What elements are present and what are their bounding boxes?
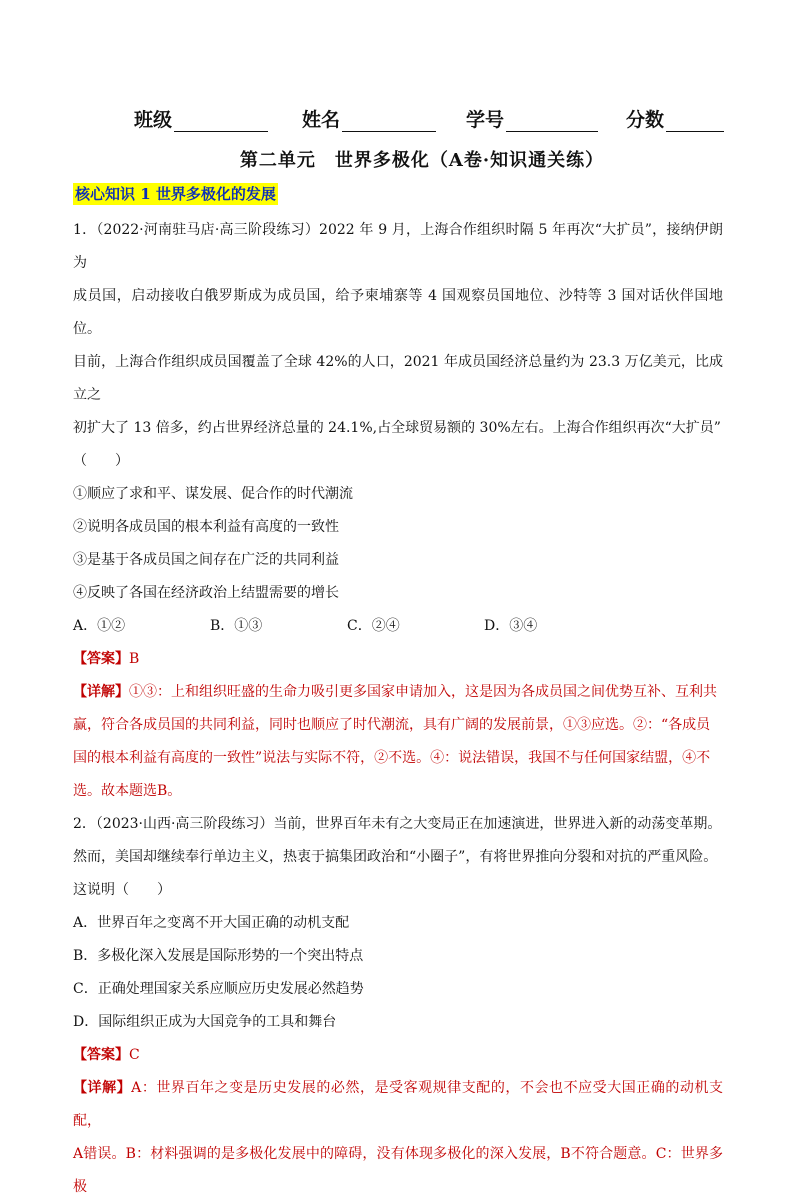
student-info-row: [134, 104, 724, 132]
name-field: [302, 105, 436, 132]
class-field: [134, 105, 268, 132]
q1-options: [73, 610, 723, 643]
answer-value: C: [129, 1047, 140, 1063]
detail-label: 【详解】: [73, 1080, 132, 1096]
q2-answer: [73, 1039, 723, 1072]
q2-stem-line: 这说明（ ）: [73, 882, 171, 898]
answer-label: 【答案】: [73, 651, 129, 667]
detail-label: 【详解】: [73, 684, 129, 700]
q1-detail-line: 赢，符合各成员国的共同利益，同时也顺应了时代潮流，具有广阔的发展前景，①③应选。②：“各成员: [73, 717, 711, 733]
q1-option-d: D．③④: [484, 618, 538, 634]
question-1: [73, 214, 723, 808]
q2-detail-line: A错误。B：材料强调的是多极化发展中的障碍，没有体现多极化的深入发展，B不符合题意。C：世界多极: [73, 1146, 723, 1195]
q1-detail-line: [73, 676, 723, 709]
detail-text: A：世界百年之变是历史发展的必然，是受客观规律支配的，不会也不应受大国正确的动机支配，: [73, 1080, 723, 1129]
q1-detail-line: 选。故本题选B。: [73, 783, 182, 799]
name-blank: [342, 111, 436, 132]
score-label: 分数: [626, 109, 665, 131]
q2-stem-line: 然而，美国却继续奉行单边主义，热衷于搞集团政治和“小圈子”，有将世界推向分裂和对抗的严重风险。: [73, 849, 718, 865]
q1-stem-line: 1．（2022·河南驻马店·高三阶段练习）2022 年 9 月，上海合作组织时隔 5 年再次“大扩员”，接纳伊朗为: [73, 222, 723, 271]
q1-option-a: A．①②: [73, 618, 126, 634]
q1-answer: [73, 643, 723, 676]
q1-option-c: C．②④: [347, 618, 400, 634]
q1-statement: ②说明各成员国的根本利益有高度的一致性: [73, 519, 339, 535]
id-blank: [506, 111, 598, 132]
detail-text: ①③：上和组织旺盛的生命力吸引更多国家申请加入，这是因为各成员国之间优势互补、互利共: [129, 684, 717, 700]
q2-detail-line: [73, 1072, 723, 1138]
q1-option-b: B．①③: [210, 618, 263, 634]
q1-statement: ①顺应了求和平、谋发展、促合作的时代潮流: [73, 486, 353, 502]
q2-option-a: A．世界百年之变离不开大国正确的动机支配: [73, 915, 350, 931]
score-field: [626, 105, 724, 132]
section-heading: 核心知识 1 世界多极化的发展: [75, 185, 276, 203]
class-label: 班级: [134, 109, 173, 131]
q1-detail-line: 国的根本利益有高度的一致性”说法与实际不符，②不选。④：说法错误，我国不与任何国家结盟，④不: [73, 750, 711, 766]
class-blank: [174, 111, 268, 132]
q1-stem-line: 初扩大了 13 倍多，约占世界经济总量的 24.1%,占全球贸易额的 30%左右。上海合作组织再次“大扩员”: [73, 420, 721, 436]
q1-stem-line: 成员国，启动接收白俄罗斯成为成员国，给予柬埔寨等 4 国观察员国地位、沙特等 3 国对话伙伴国地位。: [73, 288, 723, 337]
score-blank: [666, 111, 724, 132]
q1-statement: ③是基于各成员国之间存在广泛的共同利益: [73, 552, 339, 568]
page-title: 第二单元 世界多极化（A卷·知识通关练）: [239, 150, 605, 171]
name-label: 姓名: [302, 109, 341, 131]
question-body: [73, 214, 723, 1204]
answer-value: B: [129, 651, 140, 667]
question-2: [73, 808, 723, 1204]
id-field: [466, 105, 598, 132]
answer-label: 【答案】: [73, 1047, 129, 1063]
q2-option-b: B．多极化深入发展是国际形势的一个突出特点: [73, 948, 364, 964]
q2-option-c: C．正确处理国家关系应顺应历史发展必然趋势: [73, 981, 364, 997]
q2-stem-line: 2．（2023·山西·高三阶段练习）当前，世界百年未有之大变局正在加速演进，世界进入新的动荡变革期。: [73, 816, 722, 832]
q1-stem-line: 目前，上海合作组织成员国覆盖了全球 42%的人口，2021 年成员国经济总量约为 23.3 万亿美元，比成立之: [73, 354, 723, 403]
q2-option-d: D．国际组织正成为大国竞争的工具和舞台: [73, 1014, 337, 1030]
q1-statement: ④反映了各国在经济政治上结盟需要的增长: [73, 585, 339, 601]
id-label: 学号: [466, 109, 505, 131]
q1-stem-line: （ ）: [73, 453, 129, 469]
